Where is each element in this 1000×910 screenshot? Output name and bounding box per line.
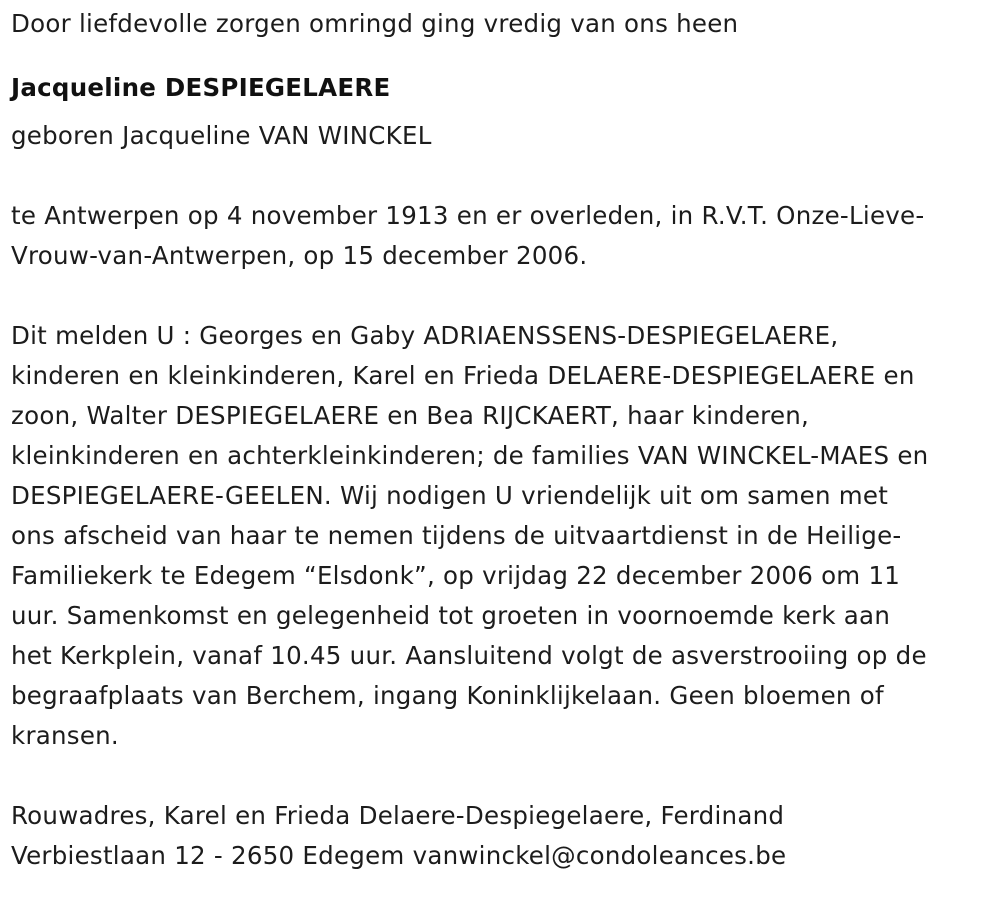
- obituary-notice: [11, 4, 991, 876]
- spacer: [11, 276, 991, 316]
- announcement-paragraph: [11, 316, 991, 756]
- announcement-line: ons afscheid van haar te nemen tijdens de uitvaartdienst in de Heilige-: [11, 521, 902, 550]
- announcement-line: kransen.: [11, 721, 119, 750]
- announcement-line: het Kerkplein, vanaf 10.45 uur. Aansluitend volgt de asverstrooiing op de: [11, 641, 927, 670]
- spacer: [11, 44, 991, 68]
- announcement-line: DESPIEGELAERE-GEELEN. Wij nodigen U vriendelijk uit om samen met: [11, 481, 889, 510]
- spacer: [11, 108, 991, 116]
- spacer: [11, 156, 991, 196]
- birth-name: geboren Jacqueline VAN WINCKEL: [11, 121, 432, 150]
- intro-line: Door liefdevolle zorgen omringd ging vredig van ons heen: [11, 9, 739, 38]
- address-line: Rouwadres, Karel en Frieda Delaere-Despiegelaere, Ferdinand: [11, 801, 785, 830]
- deceased-name: Jacqueline DESPIEGELAERE: [11, 73, 391, 102]
- announcement-line: begraafplaats van Berchem, ingang Koninklijkelaan. Geen bloemen of: [11, 681, 884, 710]
- announcement-line: Dit melden U : Georges en Gaby ADRIAENSSENS-DESPIEGELAERE,: [11, 321, 839, 350]
- details-line: Vrouw-van-Antwerpen, op 15 december 2006.: [11, 241, 588, 270]
- address-line: Verbiestlaan 12 - 2650 Edegem vanwinckel@condoleances.be: [11, 841, 787, 870]
- announcement-line: Familiekerk te Edegem “Elsdonk”, op vrijdag 22 december 2006 om 11: [11, 561, 901, 590]
- announcement-line: kinderen en kleinkinderen, Karel en Frieda DELAERE-DESPIEGELAERE en: [11, 361, 915, 390]
- announcement-line: uur. Samenkomst en gelegenheid tot groeten in voornoemde kerk aan: [11, 601, 891, 630]
- spacer: [11, 756, 991, 796]
- announcement-line: kleinkinderen en achterkleinkinderen; de families VAN WINCKEL-MAES en: [11, 441, 929, 470]
- announcement-line: zoon, Walter DESPIEGELAERE en Bea RIJCKAERT, haar kinderen,: [11, 401, 810, 430]
- details-line: te Antwerpen op 4 november 1913 en er overleden, in R.V.T. Onze-Lieve-: [11, 201, 925, 230]
